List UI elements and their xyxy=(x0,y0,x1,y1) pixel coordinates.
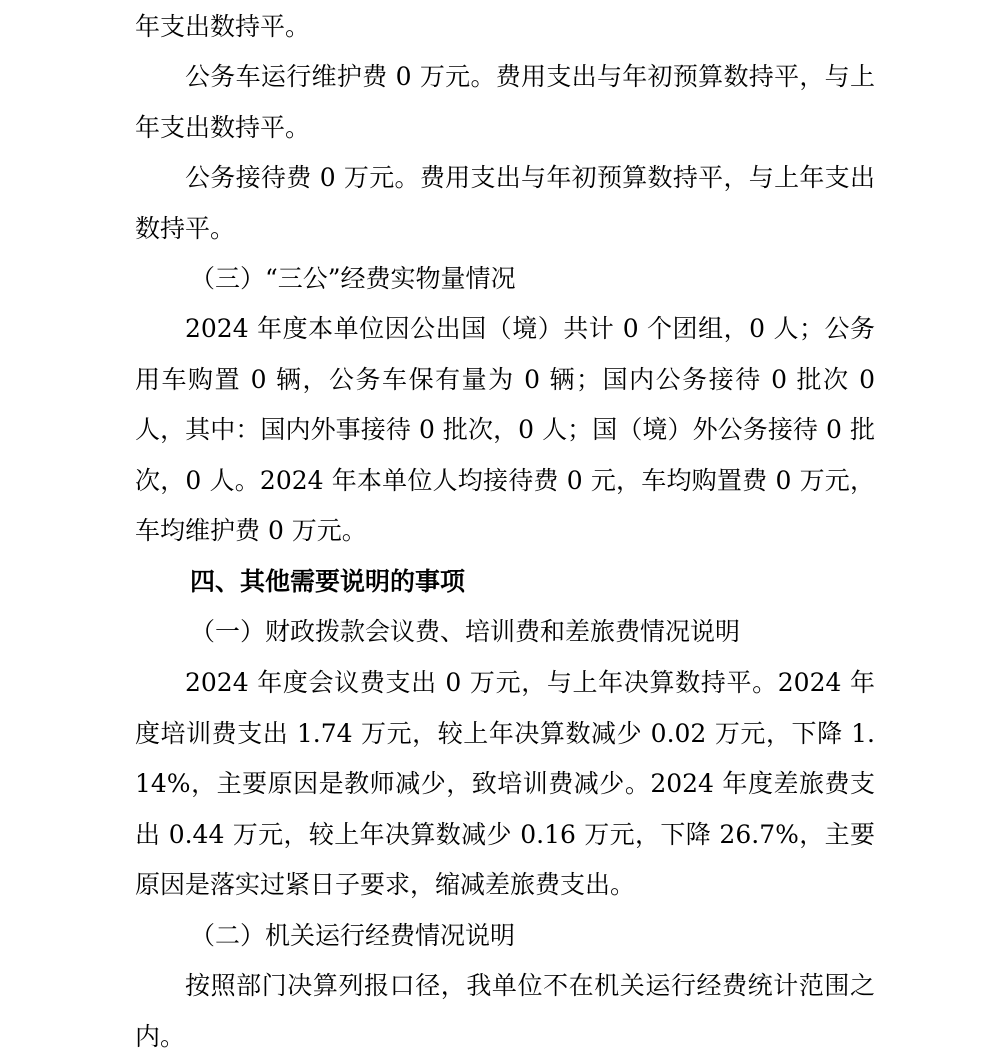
heading-section-four: 四、其他需要说明的事项 xyxy=(190,567,466,596)
heading-meeting-training-travel: （一）财政拨款会议费、培训费和差旅费情况说明 xyxy=(190,617,741,646)
paragraph-vehicle-maintenance: 公务车运行维护费 0 万元。费用支出与年初预算数持平，与上年支出数持平。 xyxy=(135,62,875,142)
paragraph-meeting-training-travel: 2024 年度会议费支出 0 万元，与上年决算数持平。2024 年度培训费支出 1.74 万元，较上年决算数减少 0.02 万元，下降 1.14%，主要原因是教师减少，致培训费减少。2024 年度差旅费支出 0.44 万元，较上年决算数减少 0.16 万元，下降 26.7%，主要原因是落实过紧日子要求，缩减差旅费支出。 xyxy=(135,668,875,899)
heading-physical-quantity: （三）“三公”经费实物量情况 xyxy=(190,264,516,293)
paragraph-operating-expenses: 按照部门决算列报口径，我单位不在机关运行经费统计范围之内。 xyxy=(135,971,875,1051)
paragraph-continuation: 年支出数持平。 xyxy=(135,12,311,41)
paragraph-physical-quantity: 2024 年度本单位因公出国（境）共计 0 个团组，0 人；公务用车购置 0 辆，公务车保有量为 0 辆；国内公务接待 0 批次 0 人，其中：国内外事接待 0 批次，0 人；国（境）外公务接待 0 批次，0 人。2024 年本单位人均接待费 0 元，车均购置费 0 万元，车均维护费 0 万元。 xyxy=(135,314,875,545)
heading-operating-expenses: （二）机关运行经费情况说明 xyxy=(190,921,516,950)
paragraph-official-reception: 公务接待费 0 万元。费用支出与年初预算数持平，与上年支出数持平。 xyxy=(135,163,875,243)
